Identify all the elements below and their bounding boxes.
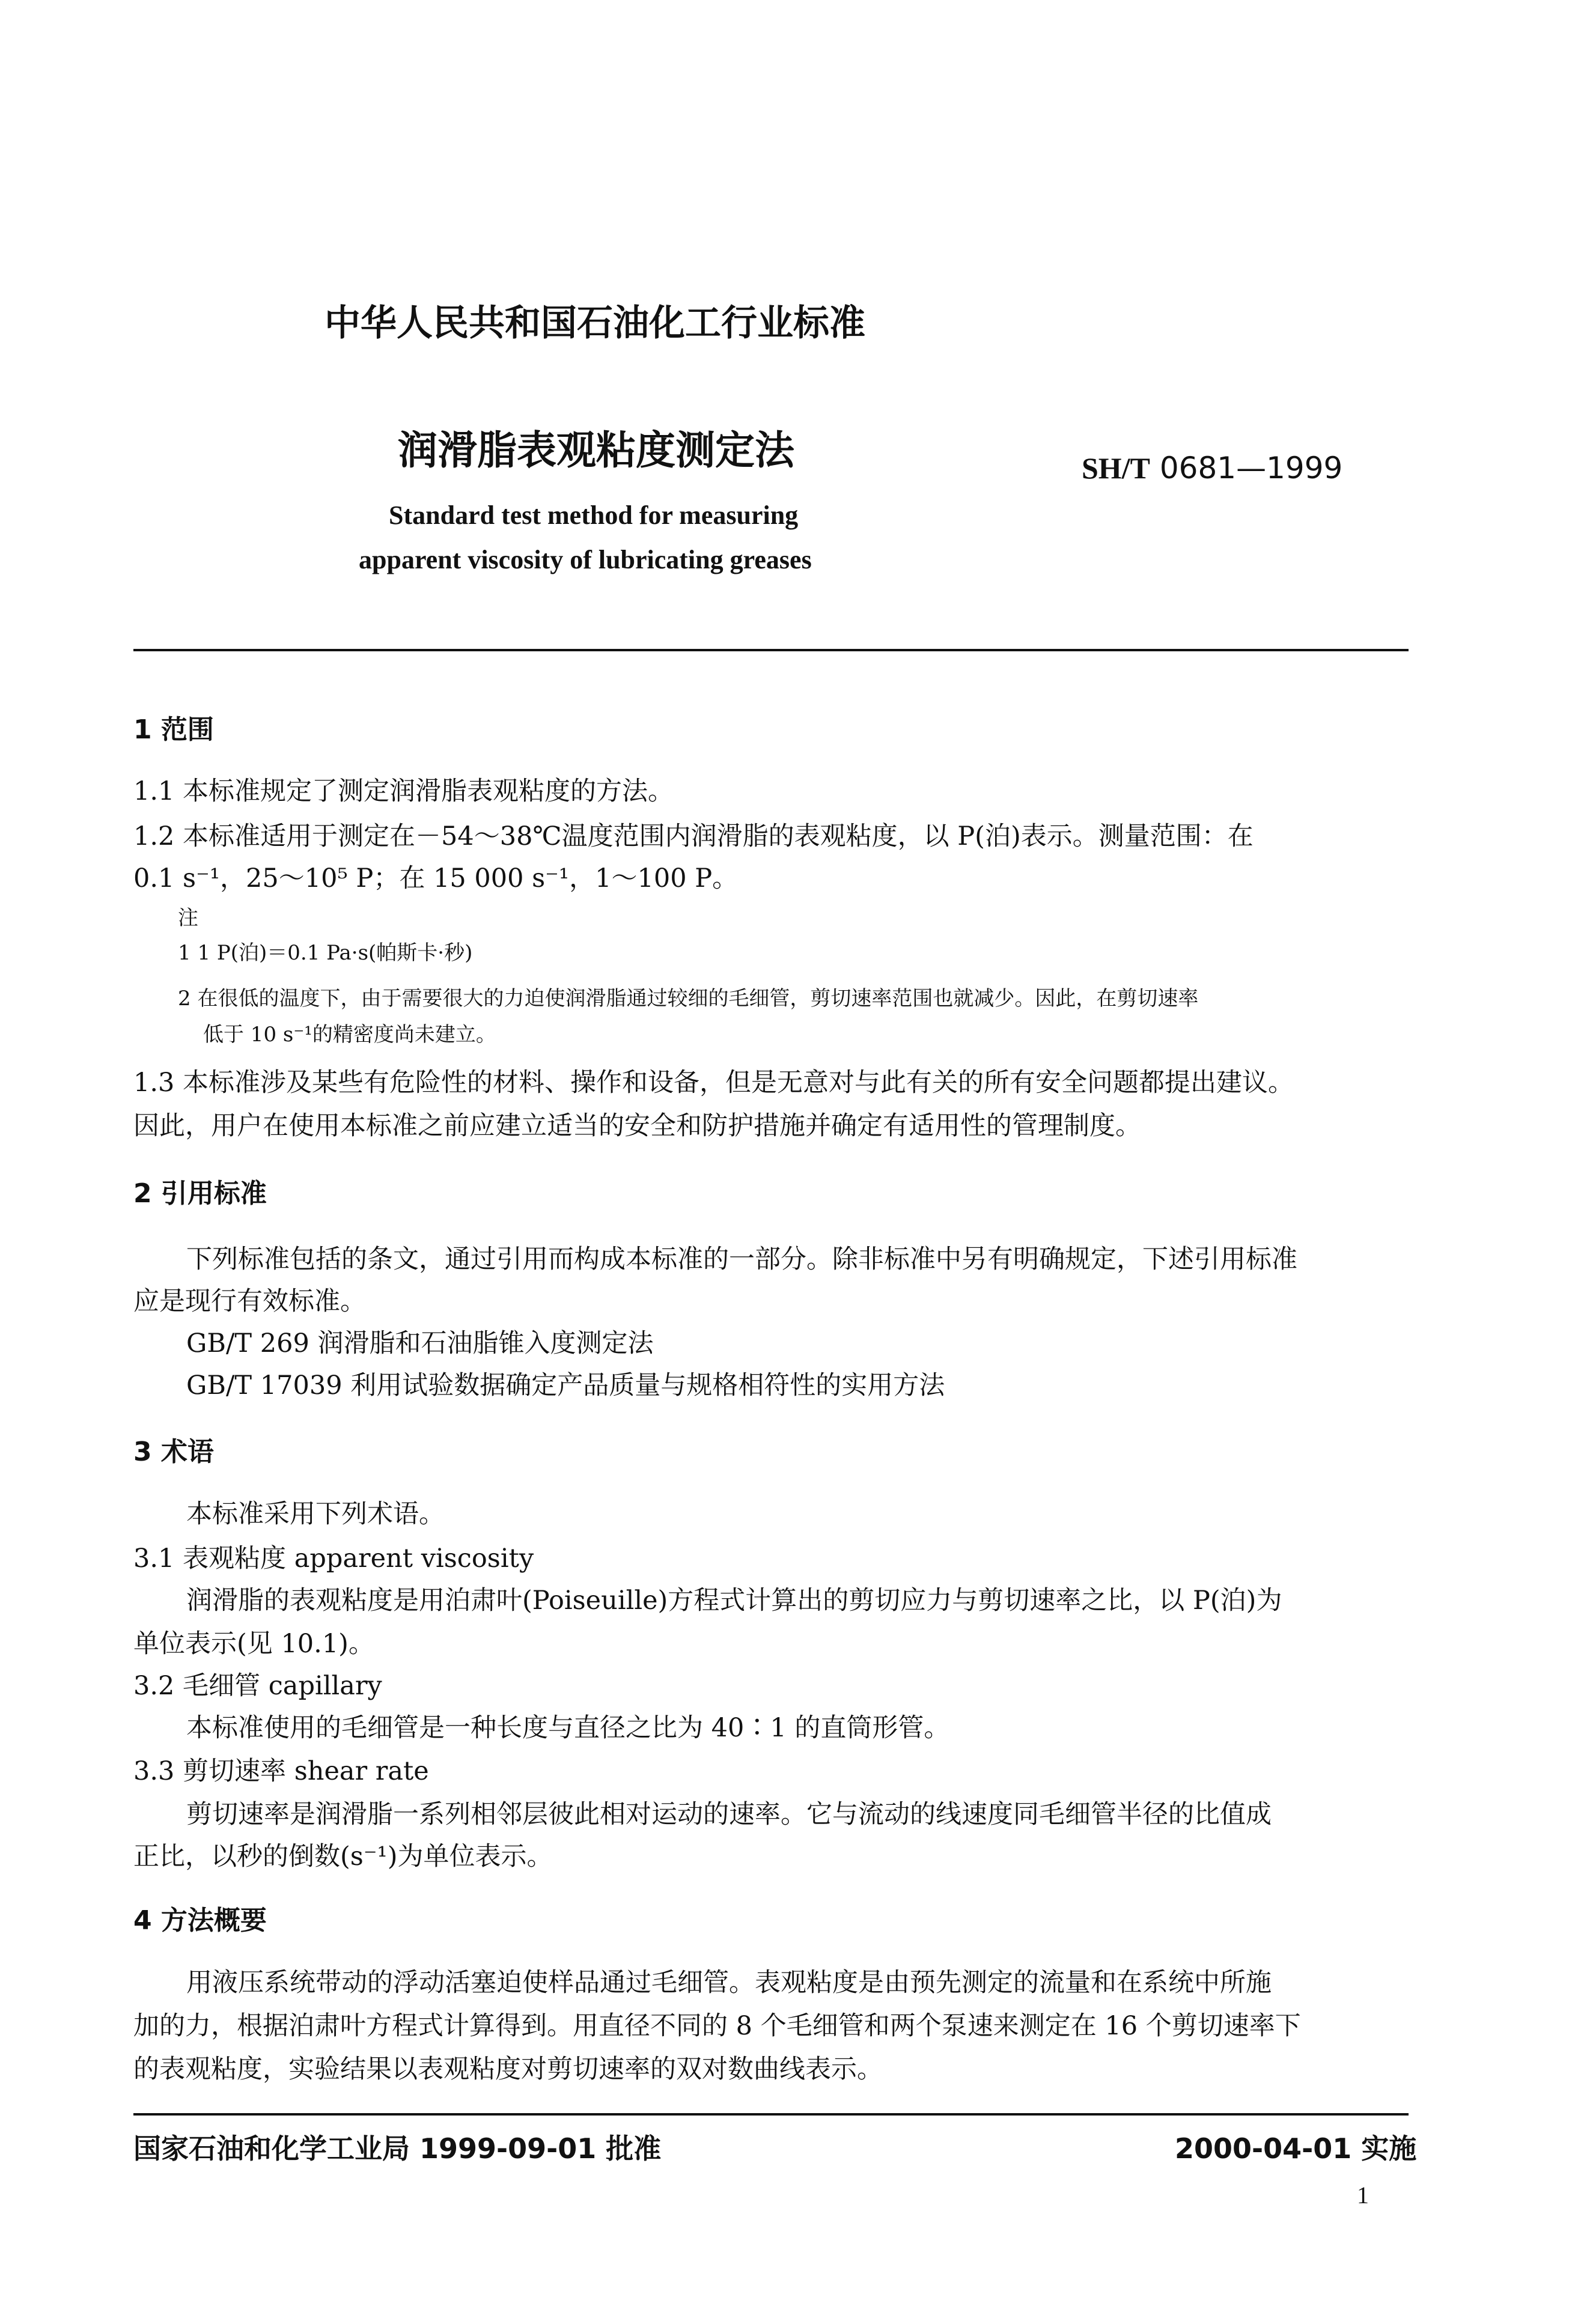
section-4-paragraph-line2: 加的力，根据泊肃叶方程式计算得到。用直径不同的 8 个毛细管和两个泵速来测定在 16 个剪切速率下 [133,2011,1301,2041]
note-label: 注 [178,906,198,930]
section-3-heading: 3 术语 [133,1437,214,1467]
standard-number-prefix: SH/T [1082,451,1150,485]
term-3-3-definition-line2: 正比，以秒的倒数(s⁻¹)为单位表示。 [133,1842,553,1872]
header-divider [133,649,1409,651]
effective-date: 2000-04-01 实施 [1175,2132,1417,2165]
issuing-authority: 中华人民共和国石油化工行业标准 [324,302,865,344]
note-2-line2: 低于 10 s⁻¹的精密度尚未建立。 [203,1023,496,1047]
term-3-2-heading: 3.2 毛细管 capillary [133,1671,382,1701]
section-2-heading: 2 引用标准 [133,1178,267,1209]
term-3-3-heading: 3.3 剪切速率 shear rate [133,1756,429,1786]
note-2-line1: 2 在很低的温度下，由于需要很大的力迫使润滑脂通过较细的毛细管，剪切速率范围也就减少。因此，在剪切速率 [178,987,1199,1011]
clause-1-3-line1: 1.3 本标准涉及某些有危险性的材料、操作和设备，但是无意对与此有关的所有安全问题都提出建议。 [133,1068,1294,1098]
section-4-heading: 4 方法概要 [133,1905,267,1936]
standard-title-english-line1: Standard test method for measuring [389,500,799,530]
section-2-paragraph-line2: 应是现行有效标准。 [133,1286,366,1316]
standard-number [1082,451,1342,485]
note-1: 1 1 P(泊)＝0.1 Pa·s(帕斯卡·秒) [178,941,473,965]
section-3-intro: 本标准采用下列术语。 [186,1499,445,1529]
reference-gbt-269: GB/T 269 润滑脂和石油脂锥入度测定法 [186,1328,654,1358]
clause-1-2-line2: 0.1 s⁻¹，25～10⁵ P；在 15 000 s⁻¹，1～100 P。 [133,863,739,893]
clause-1-1: 1.1 本标准规定了测定润滑脂表观粘度的方法。 [133,776,674,806]
section-4-paragraph-line3: 的表观粘度，实验结果以表观粘度对剪切速率的双对数曲线表示。 [133,2054,883,2084]
clause-1-2-line1: 1.2 本标准适用于测定在－54～38℃温度范围内润滑脂的表观粘度，以 P(泊)表示。测量范围：在 [133,821,1254,851]
term-3-2-definition: 本标准使用的毛细管是一种长度与直径之比为 40∶1 的直筒形管。 [186,1713,950,1743]
term-3-1-definition-line1: 润滑脂的表观粘度是用泊肃叶(Poiseuille)方程式计算出的剪切应力与剪切速率之比，以 P(泊)为 [186,1586,1282,1616]
term-3-3-definition-line1: 剪切速率是润滑脂一系列相邻层彼此相对运动的速率。它与流动的线速度同毛细管半径的比值成 [186,1799,1272,1830]
approval-statement: 国家石油和化学工业局 1999-09-01 批准 [133,2132,662,2165]
page-number: 1 [1357,2182,1369,2209]
standard-title-english-line2: apparent viscosity of lubricating greases [359,545,812,574]
section-2-paragraph-line1: 下列标准包括的条文，通过引用而构成本标准的一部分。除非标准中另有明确规定，下述引用标准 [186,1244,1297,1274]
term-3-1-definition-line2: 单位表示(见 10.1)。 [133,1629,374,1659]
standard-title-chinese: 润滑脂表观粘度测定法 [398,427,794,473]
reference-gbt-17039: GB/T 17039 利用试验数据确定产品质量与规格相符性的实用方法 [186,1370,945,1401]
section-1-heading: 1 范围 [133,714,214,745]
footer-divider [133,2113,1409,2116]
term-3-1-heading: 3.1 表观粘度 apparent viscosity [133,1544,534,1574]
standard-number-value: 0681—1999 [1159,451,1343,485]
section-4-paragraph-line1: 用液压系统带动的浮动活塞迫使样品通过毛细管。表观粘度是由预先测定的流量和在系统中所施 [186,1968,1272,1998]
clause-1-3-line2: 因此，用户在使用本标准之前应建立适当的安全和防护措施并确定有适用性的管理制度。 [133,1111,1141,1141]
